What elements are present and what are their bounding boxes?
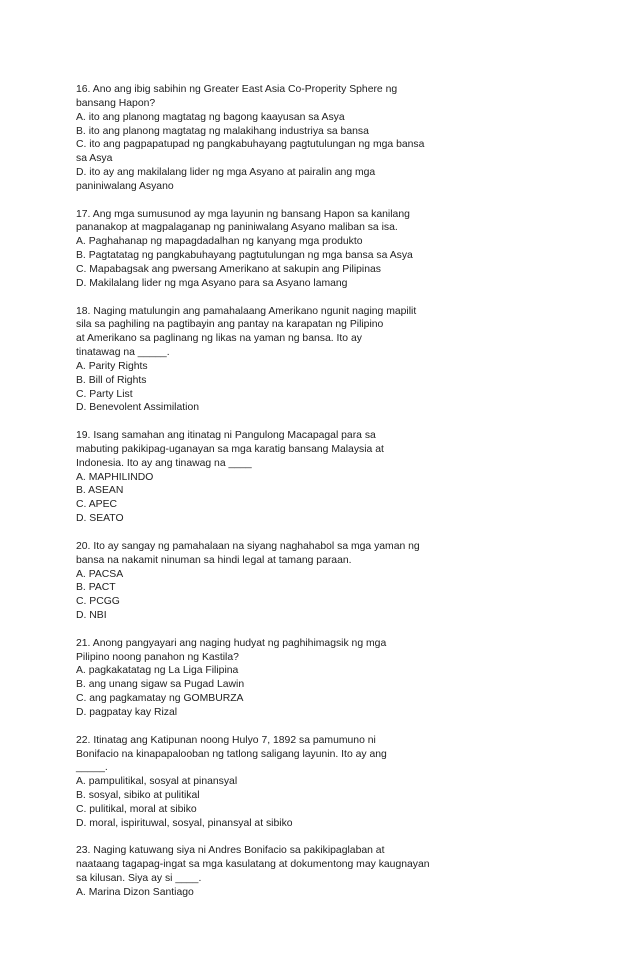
choice-d: D. ito ay ang makilalang lider ng mga Asyano at pairalin ang mga [76, 167, 376, 179]
question-text: Pilipino noong panahon ng Kastila? [76, 651, 239, 663]
question-19 [76, 429, 596, 526]
choice-c: C. PCGG [76, 596, 120, 608]
question-16 [76, 83, 596, 194]
question-18 [76, 305, 596, 416]
choice-a: A. Paghahanap ng mapagdadalhan ng kanyang mga produkto [76, 236, 363, 248]
choice-b: B. ito ang planong magtatag ng malakihang industriya sa bansa [76, 125, 369, 137]
question-text: sila sa paghiling na pagtibayin ang pantay na karapatan ng Pilipino [76, 319, 384, 331]
question-text: 23. Naging katuwang siya ni Andres Bonifacio sa pakikipaglaban at [76, 845, 385, 857]
choice-d: D. moral, ispirituwal, sosyal, pinansyal at sibiko [76, 817, 293, 829]
choice-c: C. ito ang pagpapatupad ng pangkabuhayang pagtutulungan ng mga bansa [76, 139, 425, 151]
choice-c: C. Mapabagsak ang pwersang Amerikano at sakupin ang Pilipinas [76, 263, 381, 275]
question-text: 20. Ito ay sangay ng pamahalaan na siyang naghahabol sa mga yaman ng [76, 540, 420, 552]
choice-c-cont: sa Asya [76, 153, 113, 165]
question-17 [76, 208, 596, 291]
choice-b: B. Bill of Rights [76, 374, 147, 386]
choice-a: A. pagkakatatag ng La Liga Filipina [76, 665, 239, 677]
question-text: bansang Hapon? [76, 97, 156, 109]
choice-d-cont: paniniwalang Asyano [76, 180, 174, 192]
choice-c: C. pulitikal, moral at sibiko [76, 803, 197, 815]
question-23 [76, 844, 596, 899]
choice-a: A. pampulitikal, sosyal at pinansyal [76, 776, 238, 788]
question-text: Bonifacio na kinapapalooban ng tatlong saligang layunin. Ito ay ang [76, 748, 387, 760]
choice-d: D. Benevolent Assimilation [76, 402, 200, 414]
question-22 [76, 734, 596, 831]
choice-d: D. NBI [76, 610, 107, 622]
choice-a: A. PACSA [76, 568, 124, 580]
choice-b: B. PACT [76, 582, 116, 594]
question-text: 18. Naging matulungin ang pamahalaang Amerikano ngunit naging mapilit [76, 305, 417, 317]
question-text: at Amerikano sa paglinang ng likas na yaman ng bansa. Ito ay [76, 333, 362, 345]
question-text: mabuting pakikipag-uganayan sa mga karatig bansang Malaysia at [76, 443, 384, 455]
choice-a: A. Parity Rights [76, 360, 148, 372]
document-page [76, 83, 596, 914]
choice-a: A. MAPHILINDO [76, 471, 154, 483]
question-text: 19. Isang samahan ang itinatag ni Pangulong Macapagal para sa [76, 430, 376, 442]
question-text: sa kilusan. Siya ay si ____. [76, 873, 202, 885]
choice-b: B. sosyal, sibiko at pulitikal [76, 790, 200, 802]
question-text: 21. Anong pangyayari ang naging hudyat ng paghihimagsik ng mga [76, 637, 387, 649]
question-text: 17. Ang mga sumusunod ay mga layunin ng bansang Hapon sa kanilang [76, 208, 410, 220]
question-text: _____. [76, 762, 108, 774]
choice-c: C. Party List [76, 388, 133, 400]
choice-b: B. Pagtatatag ng pangkabuhayang pagtutulungan ng mga bansa sa Asya [76, 250, 413, 262]
question-text: Indonesia. Ito ay ang tinawag na ____ [76, 457, 252, 469]
choice-d: D. SEATO [76, 513, 124, 525]
question-text: 16. Ano ang ibig sabihin ng Greater East Asia Co-Properity Sphere ng [76, 84, 398, 95]
question-text: naataang tagapag-ingat sa mga kasulatang at dokumentong may kaugnayan [76, 859, 430, 871]
choice-a: A. ito ang planong magtatag ng bagong kaayusan sa Asya [76, 111, 345, 123]
question-text: pananakop at magpalaganap ng paniniwalang Asyano maliban sa isa. [76, 222, 398, 234]
question-text: tinatawag na _____. [76, 347, 170, 359]
choice-c: C. ang pagkamatay ng GOMBURZA [76, 693, 244, 705]
choice-a: A. Marina Dizon Santiago [76, 886, 194, 898]
question-21 [76, 637, 596, 720]
choice-c: C. APEC [76, 499, 117, 511]
choice-d: D. Makilalang lider ng mga Asyano para sa Asyano lamang [76, 277, 348, 289]
choice-b: B. ang unang sigaw sa Pugad Lawin [76, 679, 245, 691]
question-text: 22. Itinatag ang Katipunan noong Hulyo 7, 1892 sa pamumuno ni [76, 734, 376, 746]
question-20 [76, 540, 596, 623]
choice-d: D. pagpatay kay Rizal [76, 706, 178, 718]
choice-b: B. ASEAN [76, 485, 124, 497]
question-text: bansa na nakamit ninuman sa hindi legal at tamang paraan. [76, 554, 352, 566]
